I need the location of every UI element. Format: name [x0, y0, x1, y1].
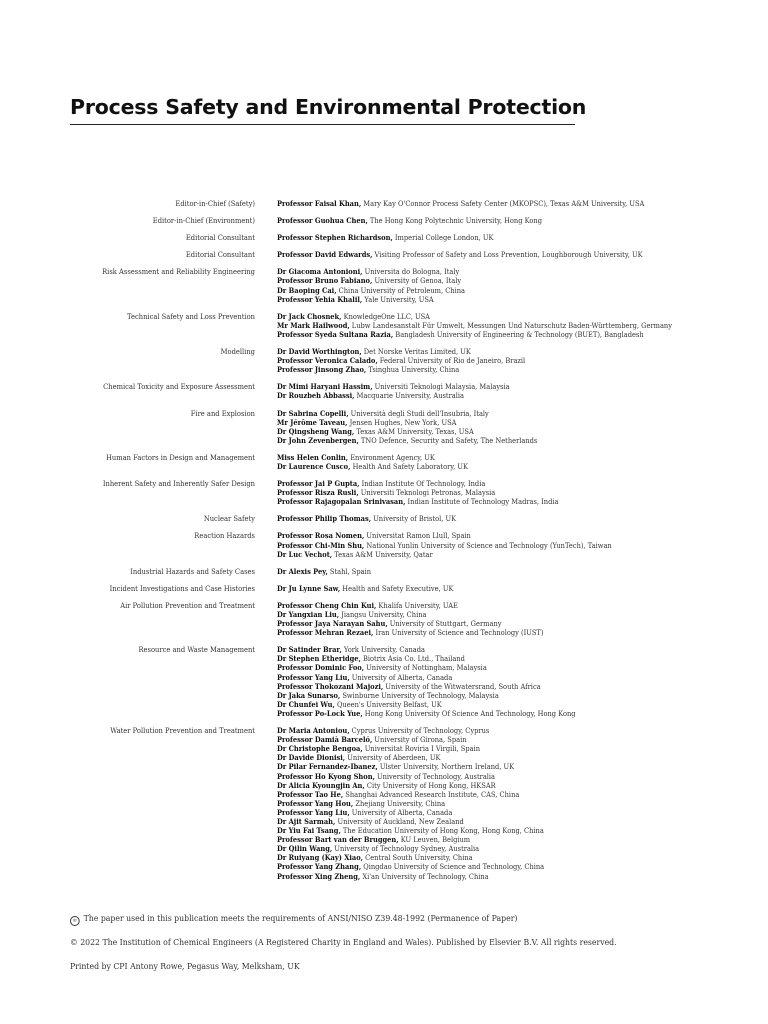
- member-entry: [277, 497, 712, 506]
- member-entry: [277, 312, 712, 321]
- member-entry: [277, 619, 712, 628]
- section-role: Fire and Explosion: [190, 408, 255, 418]
- member-list: [277, 531, 740, 558]
- member-entry: [277, 488, 712, 497]
- member-name: Professor Yehia Khalil,: [277, 294, 363, 304]
- member-affiliation: Indian Institute Of Technology, India: [359, 479, 486, 489]
- member-entry: [277, 356, 712, 365]
- member-entry: [277, 276, 712, 285]
- member-name: Professor Ho Kyong Shon,: [277, 771, 375, 781]
- member-affiliation: University of the Witwatersrand, South Africa: [383, 681, 541, 691]
- member-affiliation: China University of Petroleum, China: [336, 285, 466, 295]
- member-affiliation: University of Girona, Spain: [372, 735, 467, 745]
- member-entry: [277, 826, 712, 835]
- permanence-of-paper-icon: ∞: [70, 916, 80, 926]
- member-entry: [277, 654, 712, 663]
- member-entry: [277, 267, 712, 276]
- member-entry: [277, 772, 712, 781]
- member-name: Dr Mimi Haryani Hassim,: [277, 382, 373, 392]
- member-affiliation: Universiti Teknologi Petronas, Malaysia: [358, 488, 496, 498]
- board-section: [40, 382, 740, 400]
- member-affiliation: University of Bristol, UK: [371, 514, 457, 524]
- member-entry: [277, 601, 712, 610]
- member-entry: [277, 726, 712, 735]
- member-entry: [277, 709, 712, 718]
- member-affiliation: Texas A&M University, Qatar: [332, 549, 433, 559]
- member-entry: [277, 691, 712, 700]
- member-affiliation: Federal University of Rio de Janeiro, Brazil: [377, 356, 526, 366]
- member-affiliation: Università degli Studi dell'Insubria, Italy: [348, 408, 489, 418]
- member-name: Professor Dominic Foo,: [277, 663, 365, 673]
- member-name: Miss Helen Conlin,: [277, 452, 349, 462]
- member-name: Dr Ruiyang (Kay) Xiao,: [277, 853, 363, 863]
- member-name: Dr Jack Chosnek,: [277, 311, 342, 321]
- editorial-board: [40, 199, 740, 889]
- member-entry: [277, 250, 712, 259]
- member-entry: [277, 453, 712, 462]
- section-role: Technical Safety and Loss Prevention: [127, 311, 255, 321]
- member-affiliation: Indian Institute of Technology Madras, India: [405, 497, 559, 507]
- member-affiliation: The Hong Kong Polytechnic University, Hong Kong: [367, 216, 542, 226]
- member-entry: [277, 199, 712, 208]
- member-affiliation: City University of Hong Kong, HKSAR: [364, 780, 496, 790]
- member-name: Professor Tao He,: [277, 789, 344, 799]
- member-entry: [277, 330, 712, 339]
- member-name: Professor David Edwards,: [277, 250, 373, 260]
- member-entry: [277, 663, 712, 672]
- member-list: [277, 726, 740, 881]
- printer-notice: Printed by CPI Antony Rowe, Pegasus Way, Melksham, UK: [70, 962, 300, 971]
- member-list: [277, 382, 740, 400]
- section-role: Editorial Consultant: [185, 233, 255, 243]
- member-affiliation: Environment Agency, UK: [348, 452, 435, 462]
- member-entry: [277, 479, 712, 488]
- section-role: Editor-in-Chief (Environment): [152, 216, 255, 226]
- member-affiliation: Biotrix Asia Co. Ltd., Thailand: [360, 654, 465, 664]
- member-entry: [277, 321, 712, 330]
- member-list: [277, 514, 740, 523]
- member-entry: [277, 645, 712, 654]
- member-name: Professor Yang Hou,: [277, 798, 354, 808]
- member-entry: [277, 799, 712, 808]
- member-name: Professor Xing Zheng,: [277, 871, 361, 881]
- member-list: [277, 312, 740, 339]
- member-affiliation: Swinburne University of Technology, Malaysia: [340, 690, 499, 700]
- board-section: [40, 199, 740, 208]
- member-entry: [277, 673, 712, 682]
- member-entry: [277, 744, 712, 753]
- section-role: Nuclear Safety: [203, 514, 255, 524]
- member-list: [277, 584, 740, 593]
- member-entry: [277, 514, 712, 523]
- member-name: Dr Alexis Pey,: [277, 566, 328, 576]
- section-role: Industrial Hazards and Safety Cases: [130, 566, 255, 576]
- member-affiliation: Xi'an University of Technology, China: [360, 871, 489, 881]
- member-name: Dr Stephen Etheridge,: [277, 654, 361, 664]
- member-list: [277, 453, 740, 471]
- member-entry: [277, 872, 712, 881]
- board-section: [40, 514, 740, 523]
- section-role: Editorial Consultant: [185, 250, 255, 260]
- member-affiliation: Texas A&M University, Texas, USA: [354, 426, 474, 436]
- member-entry: [277, 817, 712, 826]
- member-affiliation: Universita do Bologna, Italy: [362, 267, 460, 277]
- member-name: Professor Faisal Khan,: [277, 199, 362, 208]
- board-section: [40, 479, 740, 506]
- member-name: Professor Guohua Chen,: [277, 216, 368, 226]
- member-entry: [277, 295, 712, 304]
- member-entry: [277, 427, 712, 436]
- member-entry: [277, 462, 712, 471]
- paper-notice: [70, 914, 517, 926]
- section-role: Inherent Safety and Inherently Safer Design: [102, 479, 255, 489]
- member-entry: [277, 286, 712, 295]
- member-affiliation: Universitat Ramon Llull, Spain: [364, 531, 471, 541]
- member-name: Professor Cheng Chin Kui,: [277, 600, 377, 610]
- member-affiliation: KU Leuven, Belgium: [398, 835, 471, 845]
- member-affiliation: Det Norske Veritas Limited, UK: [361, 347, 471, 357]
- member-entry: [277, 436, 712, 445]
- board-section: [40, 233, 740, 242]
- member-affiliation: University of Alberta, Canada: [349, 672, 453, 682]
- board-section: [40, 250, 740, 259]
- member-name: Dr Alicia Kyoungjin An,: [277, 780, 365, 790]
- member-name: Professor Veronica Calado,: [277, 356, 378, 366]
- board-section: [40, 531, 740, 558]
- member-entry: [277, 418, 712, 427]
- member-name: Professor Po-Lock Yue,: [277, 708, 363, 718]
- copyright-notice: © 2022 The Institution of Chemical Engineers (A Registered Charity in England and Wales). Published by Elsevier B.V. All rights reserved.: [70, 938, 617, 947]
- member-name: Dr Qingsheng Wang,: [277, 426, 355, 436]
- member-name: Dr Chunfei Wu,: [277, 699, 335, 709]
- section-role: Chemical Toxicity and Exposure Assessment: [103, 382, 255, 392]
- member-name: Professor Rajagopalan Srinivasan,: [277, 497, 406, 507]
- member-name: Professor Yang Liu,: [277, 672, 350, 682]
- board-section: [40, 645, 740, 718]
- member-affiliation: Khalifa University, UAE: [376, 600, 458, 610]
- member-name: Professor Chi-Min Shu,: [277, 540, 365, 550]
- member-list: [277, 645, 740, 718]
- member-entry: [277, 853, 712, 862]
- member-affiliation: University of Alberta, Canada: [349, 807, 453, 817]
- member-list: [277, 267, 740, 303]
- member-entry: [277, 762, 712, 771]
- member-entry: [277, 628, 712, 637]
- member-entry: [277, 409, 712, 418]
- member-name: Dr Ju Lynne Saw,: [277, 583, 341, 593]
- member-list: [277, 250, 740, 259]
- member-list: [277, 199, 740, 208]
- member-affiliation: University of Nottingham, Malaysia: [364, 663, 487, 673]
- member-affiliation: Hong Kong University Of Science And Technology, Hong Kong: [362, 708, 576, 718]
- section-role: Editor-in-Chief (Safety): [175, 199, 255, 208]
- member-entry: [277, 347, 712, 356]
- member-entry: [277, 233, 712, 242]
- member-affiliation: Shanghai Advanced Research Institute, CAS, China: [343, 789, 520, 799]
- member-name: Dr Rouzbeh Abbassi,: [277, 391, 355, 401]
- member-affiliation: University of Stuttgart, Germany: [387, 619, 502, 629]
- member-entry: [277, 550, 712, 559]
- member-affiliation: York University, Canada: [341, 645, 425, 655]
- member-list: [277, 409, 740, 445]
- member-entry: [277, 541, 712, 550]
- member-name: Dr Giacoma Antonioni,: [277, 267, 363, 277]
- member-affiliation: Visiting Professor of Safety and Loss Prevention, Loughborough University, UK: [372, 250, 643, 260]
- member-name: Dr David Worthington,: [277, 347, 362, 357]
- member-name: Dr Yiu Fai Tsang,: [277, 826, 341, 836]
- member-affiliation: University of Aberdeen, UK: [345, 753, 441, 763]
- member-entry: [277, 781, 712, 790]
- member-name: Professor Mehran Rezaei,: [277, 628, 374, 638]
- member-name: Dr Qilin Wang,: [277, 844, 333, 854]
- member-affiliation: Universitat Roviria I Virgili, Spain: [362, 744, 481, 754]
- member-entry: [277, 735, 712, 744]
- board-section: [40, 216, 740, 225]
- board-section: [40, 601, 740, 637]
- member-affiliation: Tsinghua University, China: [366, 365, 460, 375]
- member-entry: [277, 567, 712, 576]
- member-affiliation: TNO Defence, Security and Safety, The Netherlands: [358, 435, 538, 445]
- section-role: Air Pollution Prevention and Treatment: [120, 600, 255, 610]
- member-name: Dr Ajit Sarmah,: [277, 816, 336, 826]
- section-role: Human Factors in Design and Management: [106, 452, 255, 462]
- member-name: Dr Baoping Cai,: [277, 285, 337, 295]
- member-name: Professor Stephen Richardson,: [277, 233, 393, 243]
- board-section: [40, 312, 740, 339]
- section-role: Modelling: [220, 347, 255, 357]
- member-affiliation: National Yunlin University of Science and Technology (YunTech), Taiwan: [364, 540, 612, 550]
- member-affiliation: Stahl, Spain: [327, 566, 372, 576]
- member-list: [277, 216, 740, 225]
- member-name: Professor Yang Zhang,: [277, 862, 362, 872]
- member-affiliation: Central South University, China: [362, 853, 473, 863]
- member-affiliation: Qingdao University of Science and Technology, China: [361, 862, 545, 872]
- member-affiliation: Imperial College London, UK: [392, 233, 494, 243]
- section-role: Water Pollution Prevention and Treatment: [110, 726, 255, 736]
- member-affiliation: Yale University, USA: [362, 294, 434, 304]
- member-entry: [277, 531, 712, 540]
- member-name: Dr Maria Antoniou,: [277, 726, 350, 736]
- member-entry: [277, 391, 712, 400]
- member-name: Professor Philip Thomas,: [277, 514, 372, 524]
- section-role: Risk Assessment and Reliability Engineering: [102, 267, 255, 277]
- member-name: Dr Satinder Brar,: [277, 645, 342, 655]
- member-entry: [277, 835, 712, 844]
- member-affiliation: The Education University of Hong Kong, Hong Kong, China: [340, 826, 544, 836]
- member-name: Dr Luc Vechot,: [277, 549, 333, 559]
- member-name: Professor Damià Barceló,: [277, 735, 373, 745]
- member-affiliation: Zhejiang University, China: [353, 798, 446, 808]
- member-affiliation: University of Technology, Australia: [374, 771, 496, 781]
- member-entry: [277, 584, 712, 593]
- member-list: [277, 233, 740, 242]
- member-name: Dr Pilar Fernandez-Ibanez,: [277, 762, 378, 772]
- member-name: Dr Sabrina Copelli,: [277, 408, 349, 418]
- member-name: Dr Jaka Sunarso,: [277, 690, 341, 700]
- member-entry: [277, 862, 712, 871]
- member-affiliation: Universiti Teknologi Malaysia, Malaysia: [372, 382, 510, 392]
- member-entry: [277, 808, 712, 817]
- section-role: Reaction Hazards: [194, 531, 255, 541]
- member-affiliation: University of Genoa, Italy: [372, 276, 462, 286]
- member-name: Dr Christophe Bengoa,: [277, 744, 363, 754]
- member-name: Professor Rosa Nomen,: [277, 531, 365, 541]
- member-affiliation: Macquarie University, Australia: [354, 391, 465, 401]
- member-name: Mr Mark Hailwood,: [277, 320, 350, 330]
- member-entry: [277, 700, 712, 709]
- member-name: Professor Risza Rusli,: [277, 488, 359, 498]
- member-entry: [277, 844, 712, 853]
- member-affiliation: Bangladesh University of Engineering & Technology (BUET), Bangladesh: [393, 329, 644, 339]
- member-name: Professor Syeda Sultana Razia,: [277, 329, 394, 339]
- member-name: Professor Yang Liu,: [277, 807, 350, 817]
- section-role: Incident Investigations and Case Histories: [109, 583, 255, 593]
- member-entry: [277, 790, 712, 799]
- member-name: Professor Jai P Gupta,: [277, 479, 360, 489]
- board-section: [40, 567, 740, 576]
- member-name: Dr Davide Dionisi,: [277, 753, 346, 763]
- member-affiliation: University of Auckland, New Zealand: [335, 816, 464, 826]
- member-affiliation: Health And Safety Laboratory, UK: [350, 461, 469, 471]
- member-entry: [277, 216, 712, 225]
- board-section: [40, 584, 740, 593]
- member-list: [277, 567, 740, 576]
- member-name: Professor Thokozani Majozi,: [277, 681, 384, 691]
- member-name: Dr John Zevenbergen,: [277, 435, 359, 445]
- member-name: Professor Bruno Fabiano,: [277, 276, 373, 286]
- member-affiliation: Cyprus University of Technology, Cyprus: [349, 726, 490, 736]
- board-section: [40, 453, 740, 471]
- member-name: Dr Yangxian Liu,: [277, 610, 340, 619]
- section-role: Resource and Waste Management: [138, 645, 255, 655]
- member-name: Dr Laurence Cusco,: [277, 461, 351, 471]
- member-affiliation: Queen's University Belfast, UK: [334, 699, 442, 709]
- member-name: Professor Jaya Narayan Sahu,: [277, 619, 388, 629]
- board-section: [40, 347, 740, 374]
- member-list: [277, 347, 740, 374]
- member-list: [277, 601, 740, 637]
- board-section: [40, 409, 740, 445]
- member-affiliation: Mary Kay O'Connor Process Safety Center (MKOPSC), Texas A&M University, USA: [361, 199, 645, 208]
- paper-notice-text: The paper used in this publication meets the requirements of ANSI/NISO Z39.48-1992 (Permanence of Paper): [83, 914, 518, 923]
- member-affiliation: Ulster University, Northern Ireland, UK: [377, 762, 515, 772]
- member-affiliation: Iran University of Science and Technology (IUST): [373, 628, 544, 638]
- member-affiliation: Jiangsu University, China: [339, 610, 427, 619]
- member-list: [277, 479, 740, 506]
- member-entry: [277, 365, 712, 374]
- member-affiliation: KnowledgeOne LLC, USA: [341, 311, 430, 321]
- member-name: Professor Jinsong Zhao,: [277, 365, 367, 375]
- journal-title: Process Safety and Environmental Protection: [70, 95, 575, 125]
- member-name: Professor Bart van der Bruggen,: [277, 835, 399, 845]
- member-entry: [277, 753, 712, 762]
- member-name: Mr Jérôme Taveau,: [277, 417, 348, 427]
- member-affiliation: Lubw Landesanstalt Für Umwelt, Messungen Und Naturschutz Baden-Württemberg, Germany: [349, 320, 672, 330]
- member-entry: [277, 682, 712, 691]
- member-affiliation: Jensen Hughes, New York, USA: [347, 417, 457, 427]
- member-entry: [277, 382, 712, 391]
- board-section: [40, 726, 740, 881]
- member-entry: [277, 610, 712, 619]
- member-affiliation: Health and Safety Executive, UK: [340, 583, 454, 593]
- board-section: [40, 267, 740, 303]
- member-affiliation: University of Technology Sydney, Australia: [332, 844, 480, 854]
